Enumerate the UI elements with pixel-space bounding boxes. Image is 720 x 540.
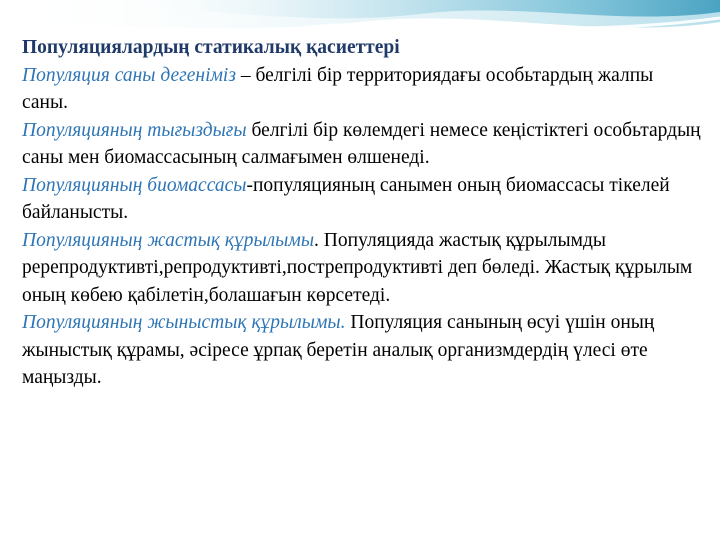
term-population-biomass: Популяцияның биомассасы — [22, 174, 247, 196]
paragraph-sex-structure — [22, 309, 702, 392]
definition-sex-structure: Популяция санының өсуі үшін оның жыныстық құрамы, әсіресе ұрпақ беретін аналық организмдердің үлесі өте маңызды. — [22, 312, 655, 388]
definition-population-density: белгілі бір көлемдегі немесе кеңістіктегі особьтардың саны мен биомассасының салмағымен өлшенеді. — [22, 119, 701, 168]
definition-age-structure: . Популяцияда жастық құрылымды ререпродуктивті,репродуктивті,пострепродуктивті деп бөледі. Жастық құрылым оның көбею қабілетін,болашағын көрсетеді. — [22, 229, 693, 306]
term-sex-structure: Популяцияның жыныстық құрылымы. — [22, 312, 346, 333]
text-content — [22, 34, 702, 392]
paragraph-age-structure — [22, 227, 702, 310]
definition-population-size: – белгілі бір территориядағы особьтардың жалпы саны. — [22, 64, 654, 113]
definition-population-biomass: -популяцияның санымен оның биомассасы тікелей байланысты. — [22, 174, 670, 223]
term-population-size: Популяция саны дегеніміз — [22, 64, 236, 86]
paragraph-population-density — [22, 117, 702, 172]
paragraph-population-size — [22, 62, 702, 117]
paragraph-population-biomass — [22, 172, 702, 227]
slide-heading: Популяциялардың статикалық қасиеттері — [22, 37, 400, 58]
term-age-structure: Популяцияның жастық құрылымы — [22, 229, 315, 251]
term-population-density: Популяцияның тығыздығы — [22, 119, 247, 141]
